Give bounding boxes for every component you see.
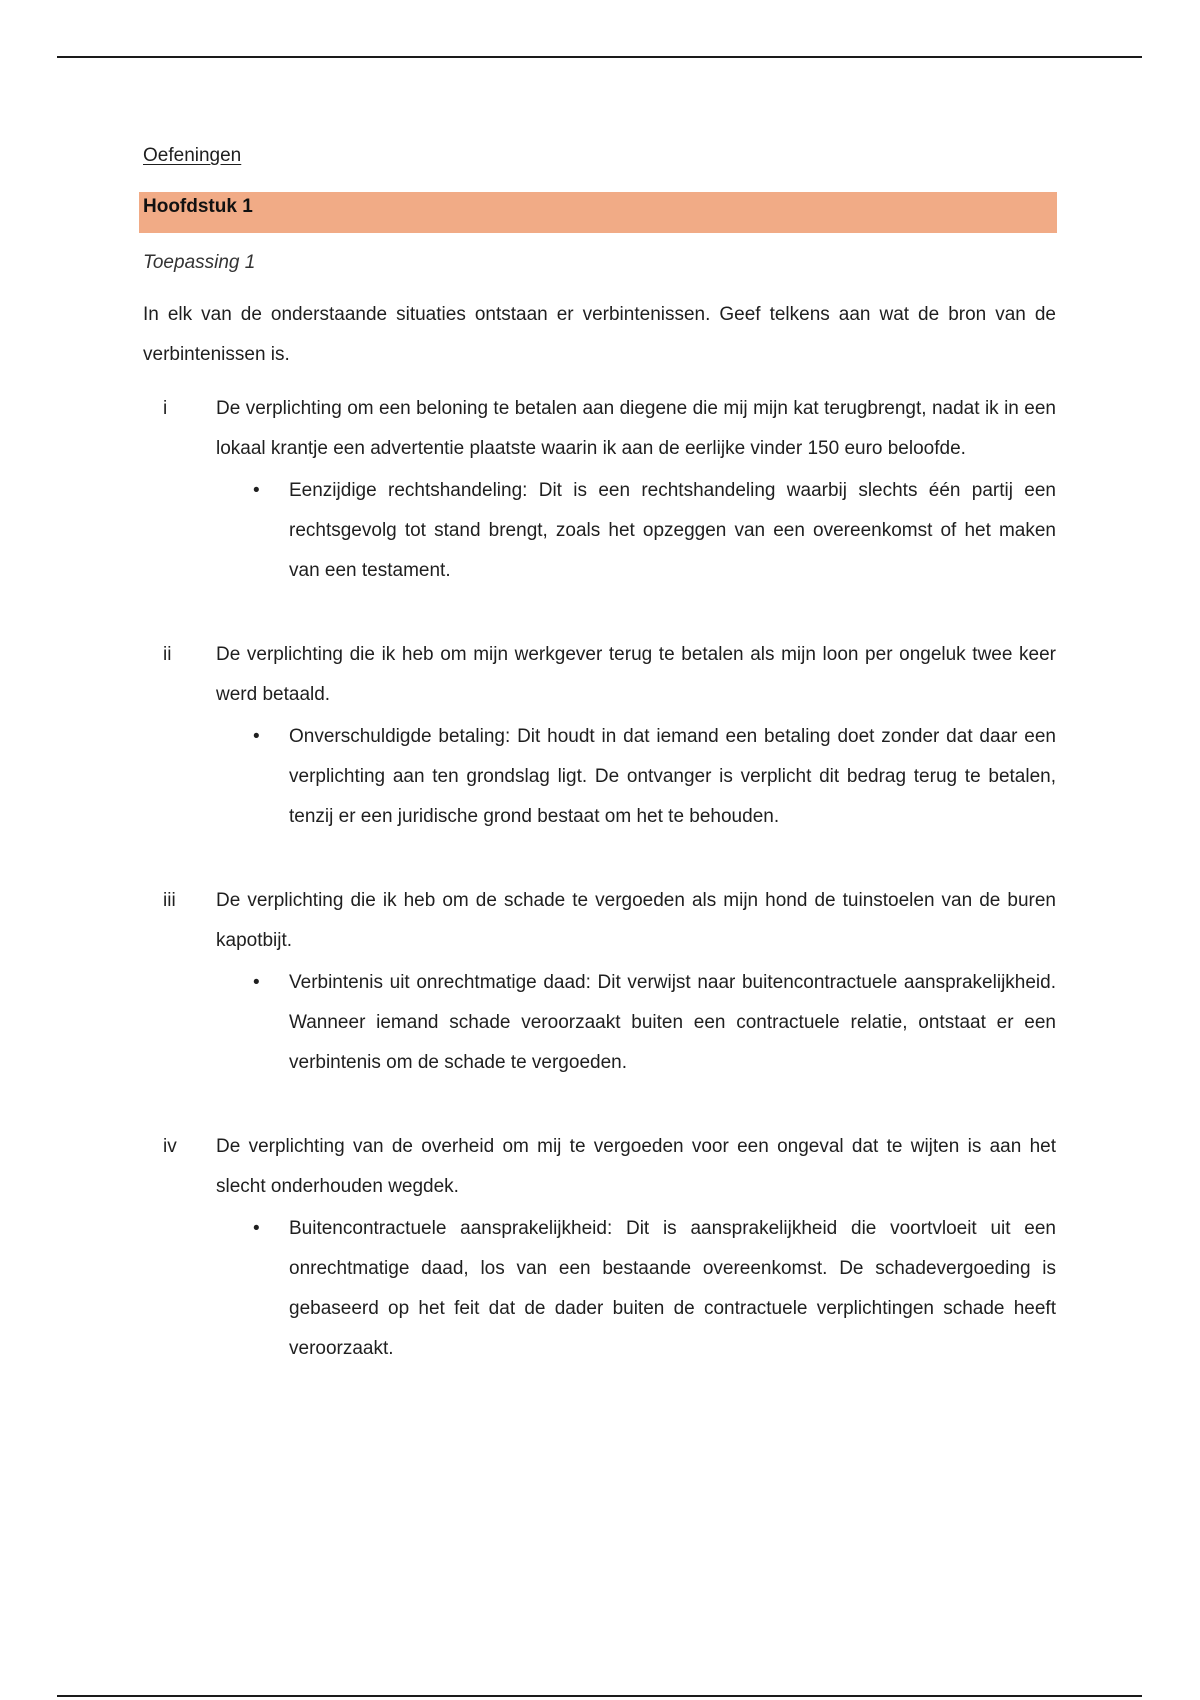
bottom-rule <box>57 1695 1142 1697</box>
bullet-icon: • <box>253 726 260 747</box>
list-item-1 <box>143 389 1056 591</box>
chapter-heading: Hoofdstuk 1 <box>139 192 1057 233</box>
bullet-icon: • <box>253 1218 260 1239</box>
answer-bullet <box>216 717 1056 837</box>
answer-text: Verbintenis uit onrechtmatige daad: Dit verwijst naar buitencontractuele aansprakelijkheid. Wanneer iemand schade veroorzaakt buiten een contractuele relatie, ontstaat er een verbintenis om de schade te vergoeden. <box>289 972 1056 1073</box>
bullet-icon: • <box>253 972 260 993</box>
answer-text: Buitencontractuele aansprakelijkheid: Dit is aansprakelijkheid die voortvloeit uit een onrechtmatige daad, los van een bestaande overeenkomst. De schadevergoeding is gebaseerd op het feit dat de dader buiten de contractuele verplichtingen schade heeft veroorzaakt. <box>289 1218 1056 1359</box>
list-item-3 <box>143 881 1056 1083</box>
document-body <box>143 140 1056 1369</box>
item-number: iii <box>163 890 176 911</box>
item-number: ii <box>163 644 172 665</box>
exercise-subtitle: Toepassing 1 <box>143 252 256 273</box>
item-number: iv <box>163 1136 177 1157</box>
answer-bullet <box>216 963 1056 1083</box>
item-text: De verplichting om een beloning te betalen aan diegene die mij mijn kat terugbrengt, nadat ik in een lokaal krantje een advertentie plaatste waarin ik aan de eerlijke vinder 150 euro beloofde. <box>216 398 1056 459</box>
item-text: De verplichting die ik heb om de schade te vergoeden als mijn hond de tuinstoelen van de buren kapotbijt. <box>216 890 1056 951</box>
answer-bullet <box>216 471 1056 591</box>
answer-text: Eenzijdige rechtshandeling: Dit is een rechtshandeling waarbij slechts één partij een rechtsgevolg tot stand brengt, zoals het opzeggen van een overeenkomst of het maken van een testament. <box>289 480 1056 581</box>
answer-text: Onverschuldigde betaling: Dit houdt in dat iemand een betaling doet zonder dat daar een verplichting aan ten grondslag ligt. De ontvanger is verplicht dit bedrag terug te betalen, tenzij er een juridische grond bestaat om het te behouden. <box>289 726 1056 827</box>
list-item-2 <box>143 635 1056 837</box>
item-number: i <box>163 398 168 419</box>
item-text: De verplichting van de overheid om mij te vergoeden voor een ongeval dat te wijten is aan het slecht onderhouden wegdek. <box>216 1136 1056 1197</box>
top-rule <box>57 56 1142 58</box>
answer-bullet <box>216 1209 1056 1369</box>
item-text: De verplichting die ik heb om mijn werkgever terug te betalen als mijn loon per ongeluk twee keer werd betaald. <box>216 644 1056 705</box>
list-item-4 <box>143 1127 1056 1369</box>
intro-paragraph: In elk van de onderstaande situaties ontstaan er verbintenissen. Geef telkens aan wat de bron van de verbintenissen is. <box>143 304 1056 365</box>
bullet-icon: • <box>253 480 260 501</box>
page-title: Oefeningen <box>143 145 242 166</box>
